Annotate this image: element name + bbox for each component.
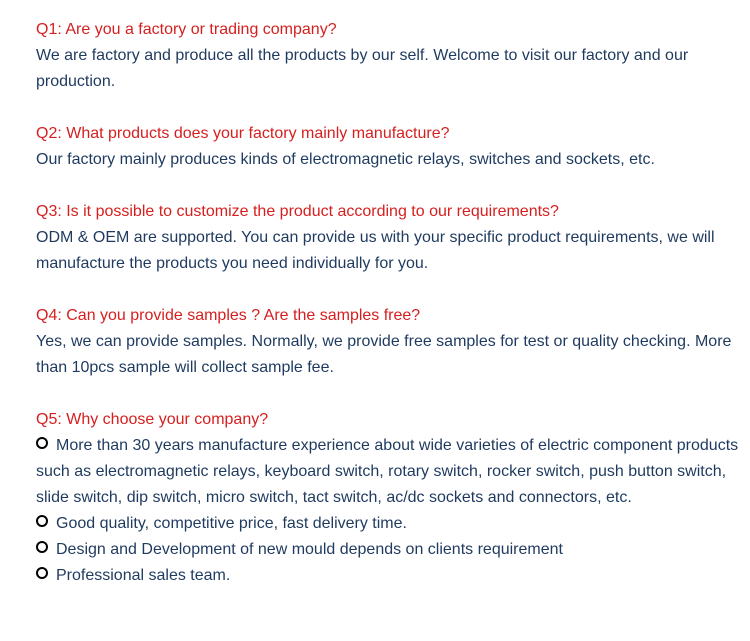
- faq-item-q2: [36, 121, 746, 173]
- reason-text: Professional sales team.: [56, 567, 231, 584]
- answer-q4: Yes, we can provide samples. Normally, we provide free samples for test or quality checking. More than 10pcs sample will collect sample fee.: [36, 333, 732, 376]
- faq-item-q4: [36, 303, 746, 381]
- answer-q3: ODM & OEM are supported. You can provide us with your specific product requirements, we will manufacture the products you need individually for you.: [36, 229, 715, 272]
- reason-item: [36, 433, 746, 511]
- reason-text: Design and Development of new mould depends on clients requirement: [56, 541, 563, 558]
- answer-q2: Our factory mainly produces kinds of electromagnetic relays, switches and sockets, etc.: [36, 151, 655, 168]
- circle-bullet-icon: [36, 515, 48, 527]
- reason-text: Good quality, competitive price, fast delivery time.: [56, 515, 407, 532]
- faq-item-q5: [36, 407, 746, 589]
- reasons-list: [36, 433, 746, 589]
- circle-bullet-icon: [36, 541, 48, 553]
- question-q2: Q2: What products does your factory mainly manufacture?: [36, 125, 450, 142]
- reason-item: [36, 511, 746, 537]
- faq-section: [36, 17, 746, 615]
- reason-item: [36, 563, 746, 589]
- reason-text: More than 30 years manufacture experience about wide varieties of electric component products such as electromagnetic relays, keyboard switch, rotary switch, rocker switch, push button switch, slide switch, dip switch, micro switch, tact switch, ac/dc sockets and connectors, etc.: [36, 437, 739, 506]
- question-q5: Q5: Why choose your company?: [36, 411, 269, 428]
- faq-item-q3: [36, 199, 746, 277]
- reason-item: [36, 537, 746, 563]
- question-q4: Q4: Can you provide samples ? Are the samples free?: [36, 307, 421, 324]
- faq-item-q1: [36, 17, 746, 95]
- circle-bullet-icon: [36, 567, 48, 579]
- question-q1: Q1: Are you a factory or trading company?: [36, 21, 337, 38]
- answer-q1: We are factory and produce all the products by our self. Welcome to visit our factory and our production.: [36, 47, 689, 90]
- question-q3: Q3: Is it possible to customize the product according to our requirements?: [36, 203, 559, 220]
- circle-bullet-icon: [36, 437, 48, 449]
